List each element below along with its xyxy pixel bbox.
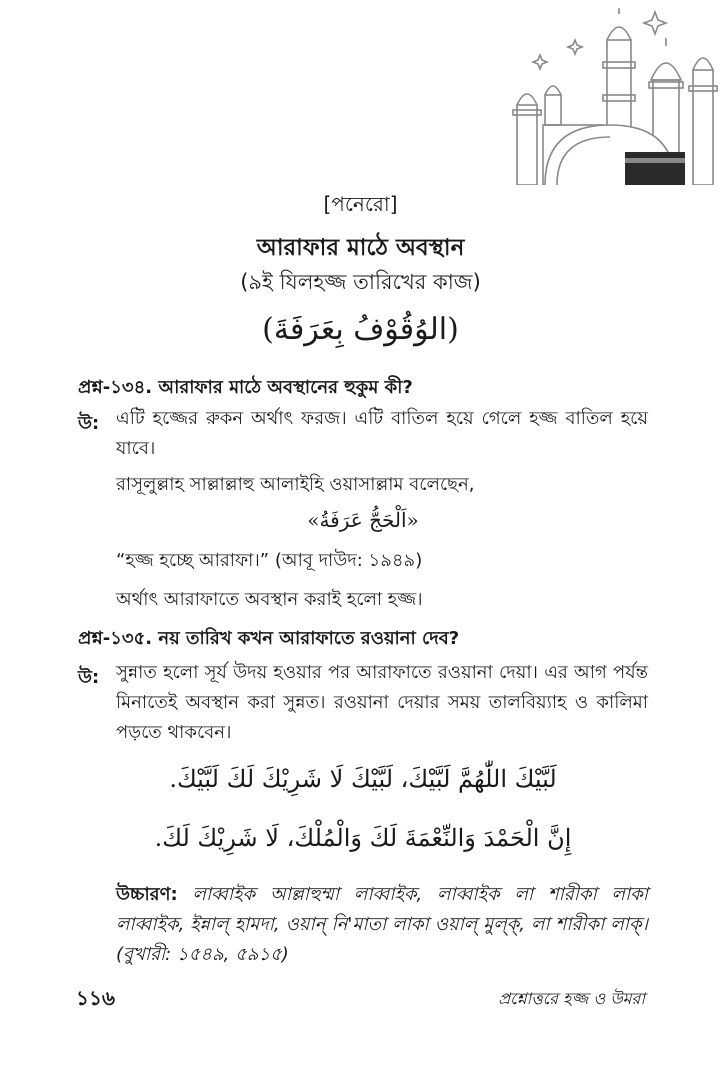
answer-label-134: উ: — [78, 413, 100, 434]
arabic-title: (الوُقُوْفُ بِعَرَفَةَ) — [262, 312, 459, 347]
answer-134-para1: এটি হজ্জের রুকন অর্থাৎ ফরজ। এটি বাতিল হয়ে গেলে হজ্জ বাতিল হয়ে যাবে। — [116, 408, 648, 459]
chapter-title: আরাফার মাঠে অবস্থান — [256, 235, 465, 261]
pronunciation-block — [116, 880, 648, 970]
question-135: প্রশ্ন-১৩৫. নয় তারিখ কখন আরাফাতে রওয়ানা দেব? — [78, 628, 460, 649]
hadith-arabic: «اَلْحَجُّ عَرَفَةُ» — [307, 508, 419, 532]
answer-135-para1: সুন্নাত হলো সূর্য উদয় হওয়ার পর আরাফাতে রওয়ানা দেয়া। এর আগ পর্যন্ত মিনাতেই অবস্থান করা সুন্নত। রওয়ানা দেয়ার সময় তালবিয়্যাহ ও কালিমা পড়তে থাকবেন। — [116, 662, 648, 743]
chapter-label: [পনেরো] — [323, 192, 398, 216]
talbiyah-line-2: إِنَّ الْحَمْدَ وَالنِّعْمَةَ لَكَ وَالْمُلْكَ، لَا شَرِيْكَ لَكَ. — [154, 824, 572, 852]
pronunciation-text: লাব্বাইক আল্লাহুম্মা লাব্বাইক, লাব্বাইক লা শারীকা লাকা লাব্বাইক, ইন্নাল্ হামদা, ওয়ান্ নি'মাতা লাকা ওয়াল্ মুল্ক্, লা শারীকা লাক্। (বুখারী: ১৫৪৯, ৫৯১৫) — [116, 884, 648, 965]
question-134: প্রশ্ন-১৩৪. আরাফার মাঠে অবস্থানের হুকুম কী? — [78, 377, 413, 398]
page-number: ১১৬ — [76, 986, 115, 1010]
hadith-translation: “হজ্জ হচ্ছে আরাফা।” (আবূ দাউদ: ১৯৪৯) — [116, 550, 423, 571]
answer-label-135: উ: — [78, 667, 100, 688]
pronunciation-label: উচ্চারণ: — [116, 884, 178, 905]
chapter-subtitle: (৯ই যিলহজ্জ তারিখের কাজ) — [240, 270, 481, 294]
answer-134-para2: রাসূলুল্লাহ সাল্লাল্লাহু আলাইহি ওয়াসাল্লাম বলেছেন, — [116, 474, 475, 495]
book-title: প্রশ্নোত্তরে হজ্জ ও উমরা — [498, 989, 645, 1008]
answer-134-conclusion: অর্থাৎ আরাফাতে অবস্থান করাই হলো হজ্জ। — [116, 589, 423, 610]
mosque-illustration — [505, 0, 721, 185]
talbiyah-line-1: لَبَّيْكَ اللّٰهُمَّ لَبَّيْكَ، لَبَّيْكَ لَا شَرِيْكَ لَكَ لَبَّيْكَ. — [169, 765, 557, 793]
